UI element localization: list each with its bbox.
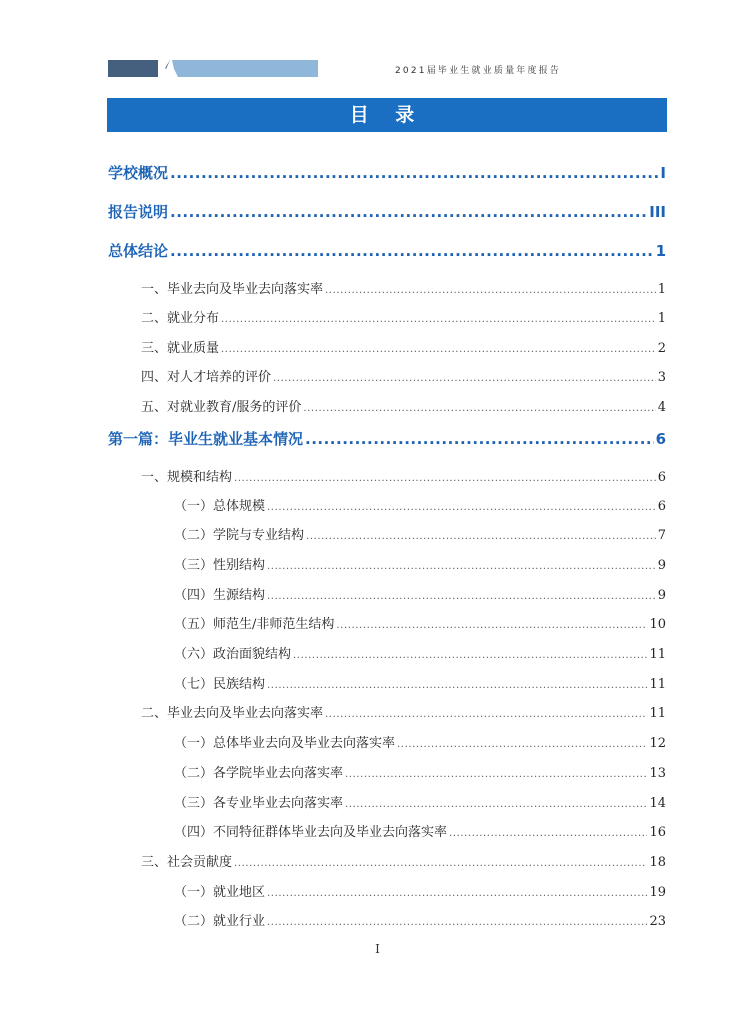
toc-entry-page: 6 bbox=[657, 470, 666, 485]
toc-entry-label: （一）就业地区 bbox=[174, 885, 266, 900]
report-title: 2021届毕业生就业质量年度报告 bbox=[395, 66, 562, 76]
toc-entry[interactable] bbox=[108, 201, 666, 222]
toc-entry-label: 总体结论 bbox=[108, 242, 169, 260]
toc-entry-page: 9 bbox=[657, 588, 666, 603]
toc-entry-label: 一、规模和结构 bbox=[141, 470, 233, 485]
toc-entry-label: （二）学院与专业结构 bbox=[174, 528, 305, 543]
toc-entry-page: 2 bbox=[657, 341, 666, 356]
toc-entry[interactable] bbox=[174, 524, 666, 543]
toc-entry-label: 二、就业分布 bbox=[141, 311, 220, 326]
toc-leader-dots bbox=[273, 373, 656, 384]
toc-entry[interactable] bbox=[108, 162, 666, 183]
toc-entry-label: （二）就业行业 bbox=[174, 914, 266, 929]
toc-entry[interactable] bbox=[141, 307, 666, 326]
toc-entry[interactable] bbox=[141, 366, 666, 385]
toc-entry[interactable] bbox=[174, 584, 666, 603]
toc-entry-page: 16 bbox=[649, 825, 666, 840]
toc-banner-title: 目 录 bbox=[107, 98, 667, 132]
toc-entry[interactable] bbox=[141, 702, 666, 721]
toc-leader-dots bbox=[234, 858, 647, 869]
toc-entry-page: 12 bbox=[649, 736, 666, 751]
toc-entry[interactable] bbox=[174, 732, 666, 751]
toc-entry-label: 三、就业质量 bbox=[141, 341, 220, 356]
toc-entry-page: 10 bbox=[649, 617, 666, 632]
toc-entry-label: （四）不同特征群体毕业去向及毕业去向落实率 bbox=[174, 825, 448, 840]
toc-entry[interactable] bbox=[108, 240, 666, 261]
toc-leader-dots bbox=[267, 888, 647, 899]
toc-leader-dots bbox=[306, 531, 656, 542]
toc-leader-dots bbox=[234, 473, 656, 484]
toc-entry-page: 14 bbox=[649, 796, 666, 811]
toc-entry-label: （七）民族结构 bbox=[174, 677, 266, 692]
toc-leader-dots bbox=[293, 650, 647, 661]
toc-entry-label: 一、毕业去向及毕业去向落实率 bbox=[141, 282, 324, 297]
toc-leader-dots bbox=[170, 242, 654, 260]
toc-entry-page: 4 bbox=[657, 400, 666, 415]
toc-entry[interactable] bbox=[141, 851, 666, 870]
toc-leader-dots bbox=[267, 502, 656, 513]
toc-entry-page: 23 bbox=[649, 914, 666, 929]
toc-leader-dots bbox=[345, 799, 647, 810]
toc-leader-dots bbox=[267, 917, 647, 928]
toc-entry-page: 3 bbox=[657, 370, 666, 385]
toc-entry[interactable] bbox=[174, 821, 666, 840]
page-number: I bbox=[375, 942, 380, 956]
toc-leader-dots bbox=[170, 203, 647, 221]
toc-entry-page: 11 bbox=[649, 677, 666, 692]
toc-leader-dots bbox=[221, 314, 656, 325]
toc-entry[interactable] bbox=[174, 673, 666, 692]
toc-entry[interactable] bbox=[174, 495, 666, 514]
toc-leader-dots bbox=[325, 709, 647, 720]
toc-entry-label: 四、对人才培养的评价 bbox=[141, 370, 272, 385]
toc-entry-label: （六）政治面貌结构 bbox=[174, 647, 292, 662]
toc-entry[interactable] bbox=[174, 613, 666, 632]
toc-leader-dots bbox=[345, 769, 647, 780]
toc-entry-label: 三、社会贡献度 bbox=[141, 855, 233, 870]
toc-leader-dots bbox=[305, 430, 654, 448]
toc-leader-dots bbox=[397, 739, 647, 750]
toc-entry[interactable] bbox=[141, 337, 666, 356]
toc-leader-dots bbox=[325, 285, 656, 296]
toc-entry[interactable] bbox=[141, 278, 666, 297]
toc-entry-label: （一）总体毕业去向及毕业去向落实率 bbox=[174, 736, 396, 751]
toc-entry-label: 报告说明 bbox=[108, 203, 169, 221]
toc-leader-dots bbox=[170, 164, 658, 182]
toc-entry-label: （二）各学院毕业去向落实率 bbox=[174, 766, 344, 781]
toc-entry-label: （四）生源结构 bbox=[174, 588, 266, 603]
toc-entry-page: III bbox=[649, 203, 666, 221]
toc-entry[interactable] bbox=[174, 881, 666, 900]
toc-entry-page: 18 bbox=[649, 855, 666, 870]
toc-entry-page: 11 bbox=[649, 706, 666, 721]
toc-entry-page: 1 bbox=[655, 242, 666, 260]
toc-entry[interactable] bbox=[174, 554, 666, 573]
toc-leader-dots bbox=[336, 620, 647, 631]
toc-entry[interactable] bbox=[174, 910, 666, 929]
toc-leader-dots bbox=[221, 344, 656, 355]
toc-entry-page: 13 bbox=[649, 766, 666, 781]
toc-entry-label: 学校概况 bbox=[108, 164, 169, 182]
toc-entry-page: I bbox=[660, 164, 666, 182]
toc-entry[interactable] bbox=[108, 428, 666, 449]
toc-leader-dots bbox=[267, 680, 647, 691]
toc-entry-page: 6 bbox=[657, 499, 666, 514]
toc-entry-page: 6 bbox=[655, 430, 666, 448]
toc-entry-label: 二、毕业去向及毕业去向落实率 bbox=[141, 706, 324, 721]
toc-entry[interactable] bbox=[141, 466, 666, 485]
toc-entry-page: 7 bbox=[657, 528, 666, 543]
toc-entry-label: （三）性别结构 bbox=[174, 558, 266, 573]
header-logo-bar bbox=[108, 60, 318, 77]
toc-entry-label: （五）师范生/非师范生结构 bbox=[174, 617, 335, 632]
toc-entry-page: 1 bbox=[657, 311, 666, 326]
toc-entry-page: 9 bbox=[657, 558, 666, 573]
toc-leader-dots bbox=[303, 403, 655, 414]
toc-entry[interactable] bbox=[141, 396, 666, 415]
toc-leader-dots bbox=[449, 828, 647, 839]
toc-leader-dots bbox=[267, 591, 656, 602]
toc-entry[interactable] bbox=[174, 762, 666, 781]
toc-entry-label: （三）各专业毕业去向落实率 bbox=[174, 796, 344, 811]
toc-entry-page: 19 bbox=[649, 885, 666, 900]
toc-entry-label: （一）总体规模 bbox=[174, 499, 266, 514]
toc-entry[interactable] bbox=[174, 792, 666, 811]
toc-leader-dots bbox=[267, 561, 656, 572]
toc-entry-page: 1 bbox=[657, 282, 666, 297]
toc-entry-label: 五、对就业教育/服务的评价 bbox=[141, 400, 302, 415]
toc-entry-page: 11 bbox=[649, 647, 666, 662]
toc-entry-label: 第一篇：毕业生就业基本情况 bbox=[108, 430, 304, 448]
toc-entry[interactable] bbox=[174, 643, 666, 662]
